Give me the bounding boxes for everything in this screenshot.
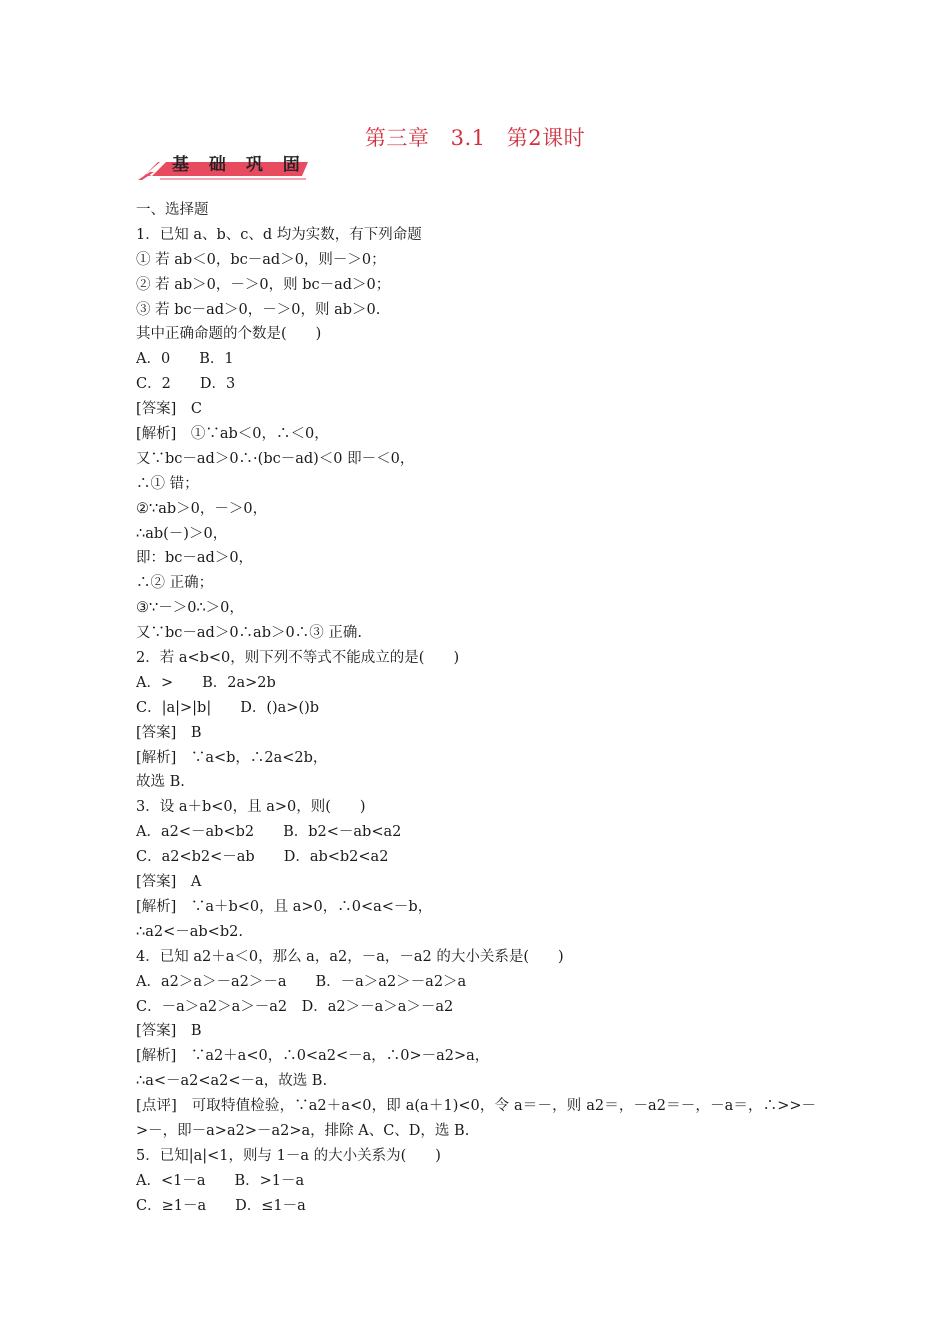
question-1-options-ab: A．0 B．1 xyxy=(136,351,234,368)
question-1-options-cd: C．2 D．3 xyxy=(136,376,236,393)
analysis-line: ∴a<－a2<a2<－a，故选 B. xyxy=(136,1073,328,1090)
question-1-answer: [答案] C xyxy=(136,401,202,418)
question-2-options-cd: C．|a|>|b| D．()a>()b xyxy=(136,699,320,716)
proposition-3: ③ 若 bc－ad＞0，－＞0，则 ab＞0. xyxy=(136,301,381,318)
question-5: 5．已知|a|<1，则与 1－a 的大小关系为( ) xyxy=(136,1147,441,1164)
analysis-line: ∴a2<－ab<b2. xyxy=(136,923,243,940)
analysis-line: 又∵bc－ad＞0∴·(bc－ad)＜0 即－＜0， xyxy=(136,450,415,467)
question-1-analysis: [解析] ①∵ab＜0，∴＜0， xyxy=(136,426,329,443)
question-4-comment: [点评] 可取特值检验，∵a2＋a<0，即 a(a＋1)<0，令 a＝－，则 a2＝，－a2＝－，－a＝，∴>>－>－，即－a>a2>－a2>a，排除 A、C、D，选 B. xyxy=(136,1098,816,1139)
question-5-options-ab: A．<1－a B．>1－a xyxy=(136,1172,305,1189)
analysis-line: ∴ab(－)＞0， xyxy=(136,525,228,542)
proposition-1: ① 若 ab＜0，bc－ad＞0，则－＞0； xyxy=(136,251,386,268)
question-4-answer: [答案] B xyxy=(136,1023,202,1040)
question-4: 4．已知 a2＋a＜0，那么 a，a2，－a，－a2 的大小关系是( ) xyxy=(136,948,564,965)
section-banner-label: 基 础 巩 固 xyxy=(172,155,307,175)
page-title xyxy=(0,122,950,152)
analysis-line: ∴① 错； xyxy=(136,475,199,492)
question-2: 2．若 a<b<0，则下列不等式不能成立的是( ) xyxy=(136,650,460,667)
analysis-line: 又∵bc－ad＞0∴ab＞0∴③ 正确. xyxy=(136,625,362,642)
analysis-line: ②∵ab＞0，－＞0， xyxy=(136,500,268,517)
analysis-line: 故选 B. xyxy=(136,774,185,791)
analysis-line: ③∵－＞0∴＞0， xyxy=(136,600,244,617)
question-2-options-ab: A．> B．2a>2b xyxy=(136,674,276,691)
question-4-analysis: [解析] ∵a2＋a<0，∴0<a2<－a，∴0>－a2>a， xyxy=(136,1048,490,1065)
question-3-answer: [答案] A xyxy=(136,874,202,891)
question-5-options-cd: C．≥1－a D．≤1－a xyxy=(136,1197,306,1214)
analysis-line: 即：bc－ad＞0， xyxy=(136,550,254,567)
question-1-prompt: 其中正确命题的个数是( ) xyxy=(136,326,322,343)
question-4-options-cd: C．－a＞a2＞a＞－a2 D．a2＞－a＞a＞－a2 xyxy=(136,998,454,1015)
chapter-label: 第三章 xyxy=(364,126,430,150)
question-3-options-cd: C．a2<b2<－ab D．ab<b2<a2 xyxy=(136,849,389,866)
question-4-options-ab: A．a2＞a＞－a2＞－a B．－a＞a2＞－a2＞a xyxy=(136,973,467,990)
question-2-analysis: [解析] ∵a<b，∴2a<2b， xyxy=(136,749,328,766)
question-3-options-ab: A．a2<－ab<b2 B．b2<－ab<a2 xyxy=(136,824,402,841)
question-3: 3．设 a＋b<0，且 a>0，则( ) xyxy=(136,799,366,816)
analysis-line: ∴② 正确； xyxy=(136,575,214,592)
exercise-content xyxy=(136,198,816,1219)
question-2-answer: [答案] B xyxy=(136,724,202,741)
question-1: 1．已知 a、b、c、d 均为实数，有下列命题 xyxy=(136,226,422,243)
section-heading: 一、选择题 xyxy=(136,202,209,218)
question-3-analysis: [解析] ∵a＋b<0，且 a>0，∴0<a<－b， xyxy=(136,898,433,915)
proposition-2: ② 若 ab＞0，－＞0，则 bc－ad＞0； xyxy=(136,276,391,293)
lesson-label: 第2课时 xyxy=(506,126,586,150)
section-number: 3.1 xyxy=(450,126,486,150)
